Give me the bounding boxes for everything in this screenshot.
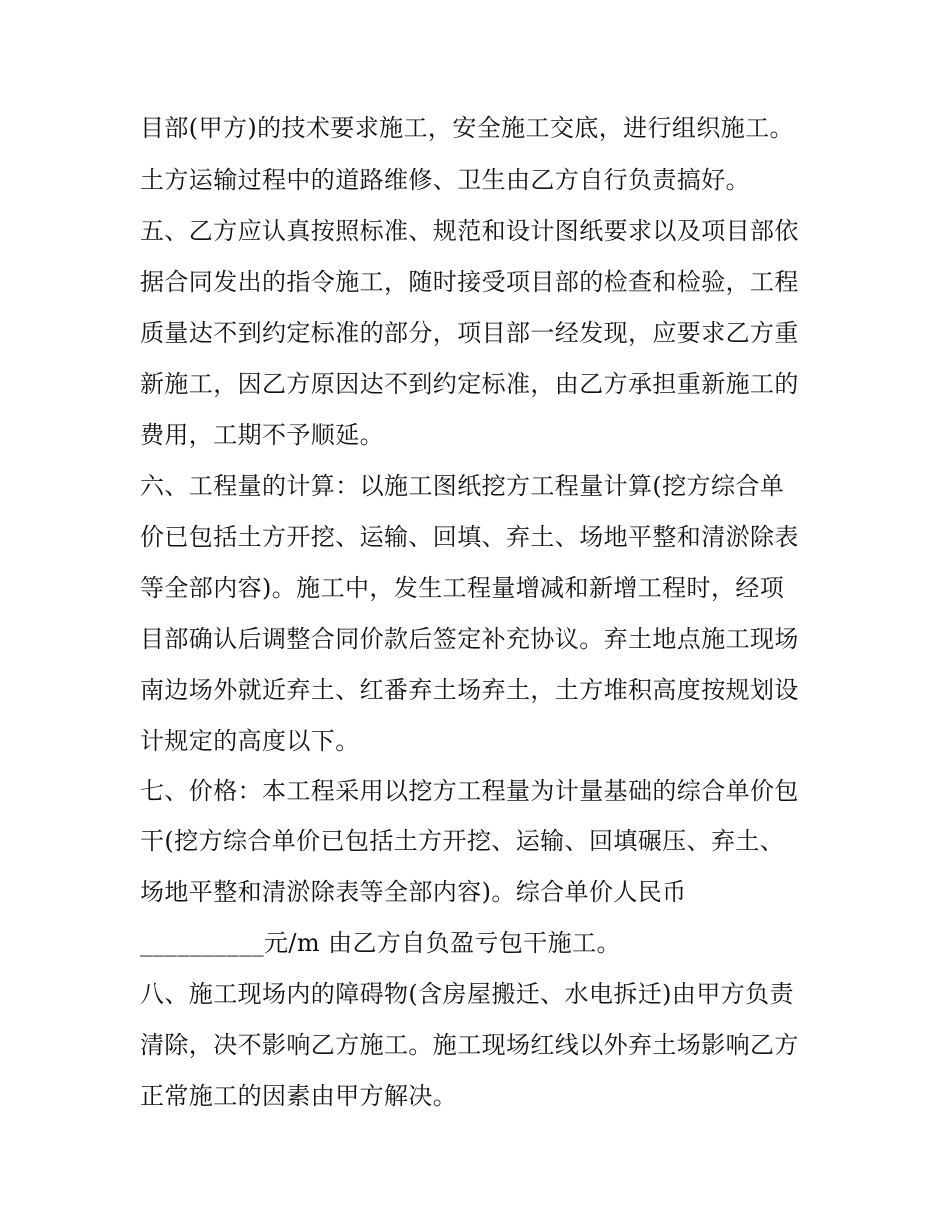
text-line: 计规定的高度以下。 — [140, 727, 360, 755]
text-line: 八、施工现场内的障碍物(含房屋搬迁、水电拆迁)由甲方负责 — [140, 980, 794, 1008]
text-line: 目部(甲方)的技术要求施工，安全施工交底，进行组织施工。 — [140, 114, 794, 142]
text-line: 清除，决不影响乙方施工。施工现场红线以外弃土场影响乙方 — [140, 1031, 799, 1059]
text-line: 价已包括土方开挖、运输、回填、弃土、场地平整和清淤除表 — [140, 523, 799, 551]
text-line: 六、工程量的计算：以施工图纸挖方工程量计算(挖方综合单 — [140, 472, 785, 500]
text-line: 土方运输过程中的道路维修、卫生由乙方自行负责搞好。 — [140, 166, 750, 194]
text-line: 七、价格：本工程采用以挖方工程量为计量基础的综合单价包 — [140, 777, 799, 805]
text-line: 质量达不到约定标准的部分，项目部一经发现，应要求乙方重 — [140, 319, 799, 347]
text-line: 费用，工期不予顺延。 — [140, 421, 384, 449]
text-line: __________元/m 由乙方自负盈亏包干施工。 — [140, 929, 621, 957]
text-line: 据合同发出的指令施工，随时接受项目部的检查和检验，工程 — [140, 268, 799, 296]
text-line: 五、乙方应认真按照标准、规范和设计图纸要求以及项目部依 — [140, 217, 799, 245]
text-line: 新施工，因乙方原因达不到约定标准，由乙方承担重新施工的 — [140, 370, 799, 398]
text-line: 等全部内容)。施工中，发生工程量增减和新增工程时，经项 — [140, 574, 785, 602]
text-line: 场地平整和清淤除表等全部内容)。综合单价人民币 — [140, 878, 687, 906]
text-line: 南边场外就近弃土、红番弃土场弃土，土方堆积高度按规划设 — [140, 676, 799, 704]
text-line: 正常施工的因素由甲方解决。 — [140, 1082, 458, 1110]
text-line: 目部确认后调整合同价款后签定补充协议。弃土地点施工现场 — [140, 625, 799, 653]
text-line: 干(挖方综合单价已包括土方开挖、运输、回填碾压、弃土、 — [140, 827, 785, 855]
